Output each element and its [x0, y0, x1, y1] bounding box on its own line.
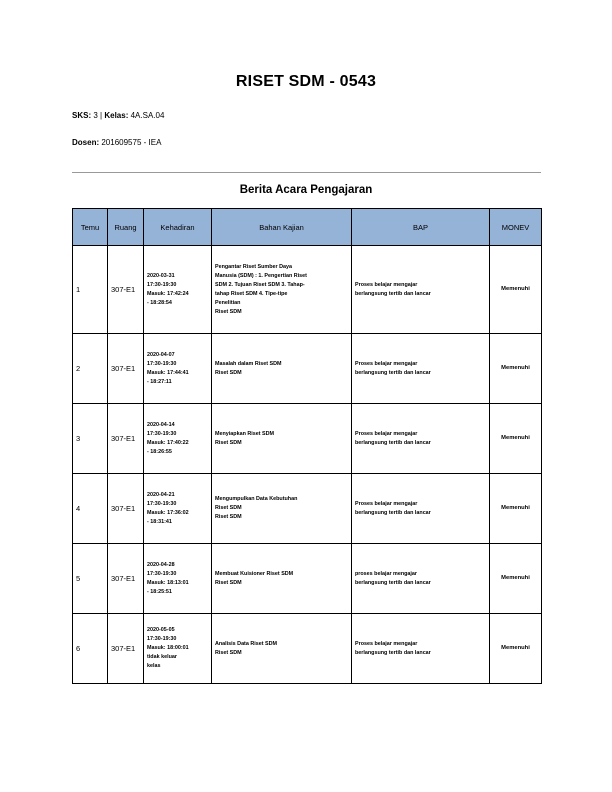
column-header-bap: BAP — [352, 209, 490, 246]
cell-bahan-kajian-line: tahap Riset SDM 4. Tipe-tipe — [215, 290, 288, 297]
cell-temu: 2 — [73, 334, 108, 404]
cell-ruang: 307-E1 — [108, 404, 144, 474]
cell-bap-line: berlangsung tertib dan lancar — [355, 439, 431, 446]
cell-bahan-kajian-line: Masalah dalam Riset SDM — [215, 360, 282, 367]
cell-temu: 5 — [73, 544, 108, 614]
cell-bahan-kajian-line: Manusia (SDM) : 1. Pengertian Riset — [215, 272, 307, 279]
table-row — [73, 334, 542, 404]
cell-kehadiran-line: - 18:27:11 — [147, 378, 172, 385]
cell-kehadiran-line: 2020-05-05 — [147, 627, 175, 633]
cell-bahan-kajian-line: Riset SDM — [215, 514, 242, 520]
cell-bahan-kajian-line: Penelitian — [215, 299, 241, 306]
separator: | — [100, 111, 103, 120]
cell-kehadiran — [144, 246, 212, 334]
cell-bahan-kajian — [212, 246, 352, 334]
cell-kehadiran-line: 17:30-19:30 — [147, 570, 177, 577]
column-header-ruang: Ruang — [108, 209, 144, 246]
cell-bahan-kajian — [212, 474, 352, 544]
cell-bap — [352, 334, 490, 404]
cell-kehadiran-line: Masuk: 17:36:02 — [147, 509, 189, 516]
cell-bap — [352, 544, 490, 614]
cell-bap-line: berlangsung tertib dan lancar — [355, 290, 431, 297]
cell-kehadiran — [144, 544, 212, 614]
cell-bap — [352, 246, 490, 334]
cell-monev: Memenuhi — [490, 544, 542, 614]
cell-bap-line: Proses belajar mengajar — [355, 430, 418, 437]
cell-kehadiran-line: Masuk: 18:13:01 — [147, 579, 189, 586]
table-header-row — [73, 209, 542, 246]
sks-value: 3 — [93, 111, 98, 120]
cell-monev: Memenuhi — [490, 614, 542, 684]
column-header-temu: Temu — [73, 209, 108, 246]
cell-bahan-kajian-line: Riset SDM — [215, 649, 242, 656]
cell-kehadiran-line: 2020-03-31 — [147, 272, 175, 279]
document-title: RISET SDM - 0543 — [235, 73, 377, 90]
cell-bap-line: proses belajar mengajar — [355, 570, 418, 577]
cell-bap-line: berlangsung tertib dan lancar — [355, 649, 431, 656]
cell-bahan-kajian-line: Riset SDM — [215, 308, 242, 315]
cell-bahan-kajian — [212, 334, 352, 404]
cell-kehadiran-line: Masuk: 18:00:01 — [147, 645, 189, 651]
cell-bahan-kajian-line: Pengantar Riset Sumber Daya — [215, 263, 292, 270]
cell-kehadiran-line: 17:30-19:30 — [147, 430, 177, 437]
cell-ruang: 307-E1 — [108, 544, 144, 614]
cell-bap-line: Proses belajar mengajar — [355, 500, 418, 507]
cell-kehadiran-line: 17:30-19:30 — [147, 500, 177, 507]
sks-label: SKS: — [72, 111, 92, 120]
cell-kehadiran — [144, 614, 212, 684]
cell-bap-line: berlangsung tertib dan lancar — [355, 579, 431, 586]
cell-bap-line: berlangsung tertib dan lancar — [355, 509, 431, 516]
cell-bahan-kajian-line: Mengumpulkan Data Kebutuhan — [215, 496, 298, 502]
cell-bahan-kajian — [212, 404, 352, 474]
cell-bahan-kajian — [212, 544, 352, 614]
cell-ruang: 307-E1 — [108, 614, 144, 684]
dosen-value: 201609575 - IEA — [101, 138, 162, 147]
cell-bahan-kajian-line: Riset SDM — [215, 579, 242, 586]
cell-ruang: 307-E1 — [108, 246, 144, 334]
cell-kehadiran-line: kelas — [147, 663, 161, 669]
cell-ruang: 307-E1 — [108, 334, 144, 404]
cell-bahan-kajian-line: Riset SDM — [215, 505, 242, 511]
cell-bap-line: Proses belajar mengajar — [355, 360, 418, 367]
section-title: Berita Acara Pengajaran — [239, 184, 373, 196]
cell-monev: Memenuhi — [490, 334, 542, 404]
cell-bahan-kajian-line: Riset SDM — [215, 369, 242, 376]
cell-temu: 3 — [73, 404, 108, 474]
horizontal-divider — [72, 172, 541, 173]
cell-bap — [352, 474, 490, 544]
cell-temu: 4 — [73, 474, 108, 544]
cell-bap-line: Proses belajar mengajar — [355, 281, 418, 288]
table-body — [73, 246, 542, 684]
cell-kehadiran-line: 2020-04-28 — [147, 561, 175, 568]
teaching-record-table — [72, 208, 542, 684]
table-row — [73, 544, 542, 614]
lecturer-info — [72, 138, 161, 147]
cell-kehadiran-line: tidak keluar — [147, 654, 177, 660]
cell-kehadiran-line: - 18:28:54 — [147, 299, 172, 306]
cell-kehadiran — [144, 334, 212, 404]
cell-ruang: 307-E1 — [108, 474, 144, 544]
column-header-kehadiran: Kehadiran — [144, 209, 212, 246]
cell-bahan-kajian-line: Analisis Data Riset SDM — [215, 640, 278, 647]
cell-kehadiran — [144, 404, 212, 474]
cell-kehadiran-line: 17:30-19:30 — [147, 636, 177, 642]
cell-kehadiran-line: 2020-04-14 — [147, 421, 175, 428]
cell-bahan-kajian — [212, 614, 352, 684]
kelas-label: Kelas: — [104, 111, 129, 120]
cell-bap — [352, 614, 490, 684]
course-info — [72, 111, 164, 120]
cell-kehadiran-line: Masuk: 17:44:41 — [147, 369, 189, 376]
cell-monev: Memenuhi — [490, 246, 542, 334]
cell-temu: 1 — [73, 246, 108, 334]
dosen-label: Dosen: — [72, 138, 100, 147]
cell-kehadiran-line: 2020-04-07 — [147, 351, 175, 358]
column-header-bahan-kajian: Bahan Kajian — [212, 209, 352, 246]
table-row — [73, 246, 542, 334]
cell-kehadiran-line: - 18:31:41 — [147, 518, 172, 525]
cell-monev: Memenuhi — [490, 474, 542, 544]
cell-bap-line: Proses belajar mengajar — [355, 640, 418, 647]
kelas-value: 4A.SA.04 — [130, 111, 165, 120]
column-header-monev: MONEV — [490, 209, 542, 246]
table-row — [73, 474, 542, 544]
cell-kehadiran-line: 17:30-19:30 — [147, 360, 177, 367]
cell-kehadiran — [144, 474, 212, 544]
cell-bap — [352, 404, 490, 474]
table-row — [73, 404, 542, 474]
table-row — [73, 614, 542, 684]
cell-kehadiran-line: Masuk: 17:40:22 — [147, 439, 189, 446]
cell-kehadiran-line: - 18:26:55 — [147, 448, 172, 455]
cell-kehadiran-line: - 18:25:51 — [147, 588, 172, 595]
cell-bahan-kajian-line: Membuat Kuisioner Riset SDM — [215, 570, 294, 577]
cell-kehadiran-line: Masuk: 17:42:24 — [147, 290, 189, 297]
cell-temu: 6 — [73, 614, 108, 684]
cell-bahan-kajian-line: Menyiapkan Riset SDM — [215, 430, 275, 437]
cell-monev: Memenuhi — [490, 404, 542, 474]
cell-bahan-kajian-line: Riset SDM — [215, 439, 242, 446]
cell-kehadiran-line: 17:30-19:30 — [147, 281, 177, 288]
cell-bap-line: berlangsung tertib dan lancar — [355, 369, 431, 376]
cell-bahan-kajian-line: SDM 2. Tujuan Riset SDM 3. Tahap- — [215, 281, 305, 288]
cell-kehadiran-line: 2020-04-21 — [147, 491, 175, 498]
